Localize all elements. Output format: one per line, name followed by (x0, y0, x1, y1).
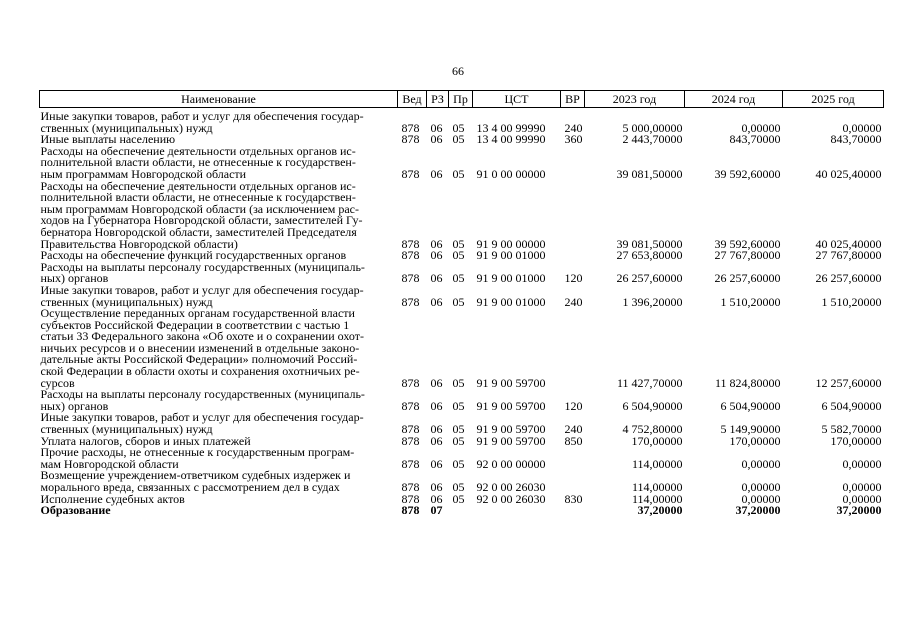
row-amount-2024: 1 510,20000 (720, 294, 781, 309)
row-amount-2023: 39 081,50000 (616, 236, 683, 251)
row-vr (561, 447, 585, 470)
table-row (40, 470, 884, 493)
header-2024: 2024 год (685, 91, 783, 108)
row-ved: 878 (401, 422, 420, 437)
row-amount-2025: 27 767,80000 (815, 248, 882, 263)
row-vr: 240 (564, 294, 583, 309)
row-amount-2023: 5 000,00000 (622, 120, 683, 135)
row-rz: 06 (430, 294, 443, 309)
row-cst: 91 9 00 59700 (476, 433, 546, 448)
row-amount-2024: 39 592,60000 (714, 166, 781, 181)
row-vr: 120 (564, 398, 583, 413)
header-cst: ЦСТ (473, 91, 561, 108)
row-amount-2024: 11 824,80000 (714, 375, 781, 390)
row-name: Возмещение учреждением-ответчиком судебных издержек и морального вреда, связанных с рассмотрением дел в судах (40, 468, 351, 494)
row-rz: 06 (430, 422, 443, 437)
row-pr: 05 (452, 398, 465, 413)
row-ved: 878 (401, 166, 420, 181)
row-amount-2025: 170,00000 (830, 433, 882, 448)
table-row (40, 262, 884, 285)
row-rz: 06 (430, 398, 443, 413)
row-name: Иные закупки товаров, работ и услуг для обеспечения государ- ственных (муниципальных) нужд (40, 410, 364, 437)
row-amount-2025: 5 582,70000 (821, 422, 882, 437)
row-rz: 06 (430, 248, 443, 263)
row-rz: 06 (430, 433, 443, 448)
row-vr (561, 181, 585, 251)
row-amount-2023: 6 504,90000 (622, 398, 683, 413)
row-amount-2023: 1 396,20000 (622, 294, 683, 309)
table-row (40, 285, 884, 308)
row-cst: 13 4 00 99990 (476, 120, 546, 135)
row-cst: 91 9 00 01000 (476, 248, 546, 263)
row-amount-2025: 0,00000 (842, 456, 882, 471)
row-rz: 06 (430, 236, 443, 251)
row-rz: 06 (430, 132, 443, 147)
row-pr: 05 (452, 271, 465, 286)
row-name: Осуществление переданных органам государственной власти субъектов Российской Федерации в соответствии с частью 1 статьи 33 Федерального закона «Об охоте и о сохранении охот- ничьих ресурсов и о внесении изменений в отдельные законо- дательные акты Российской Федерации» полномочий Россий- ской Федерации в области охоты и сохранения охотничьих ре- сурсов (40, 306, 364, 390)
row-amount-2024: 5 149,90000 (720, 422, 781, 437)
row-amount-2025: 0,00000 (842, 120, 882, 135)
row-name: Исполнение судебных актов (40, 491, 185, 506)
row-ved: 878 (401, 456, 420, 471)
row-rz: 06 (430, 166, 443, 181)
header-vr: ВР (561, 91, 585, 108)
row-amount-2024: 37,20000 (735, 503, 781, 518)
table-row (40, 505, 884, 517)
row-amount-2024: 26 257,60000 (714, 271, 781, 286)
row-name: Расходы на обеспечение функций государственных органов (40, 248, 347, 263)
header-ved: Вед (398, 91, 427, 108)
row-ved: 878 (401, 271, 420, 286)
row-rz: 06 (430, 480, 443, 494)
header-rz: РЗ (427, 91, 449, 108)
row-amount-2024: 843,70000 (729, 132, 781, 147)
row-pr: 05 (452, 456, 465, 471)
row-name: Уплата налогов, сборов и иных платежей (40, 433, 251, 448)
row-amount-2025: 26 257,60000 (815, 271, 882, 286)
budget-table (39, 90, 884, 517)
header-name: Наименование (40, 91, 398, 108)
row-pr: 05 (452, 166, 465, 181)
table-header-row (40, 91, 884, 108)
row-rz: 06 (430, 271, 443, 286)
row-pr: 05 (452, 491, 465, 506)
row-cst: 91 9 00 59700 (476, 375, 546, 390)
row-ved: 878 (401, 248, 420, 263)
row-vr (561, 505, 585, 517)
row-ved: 878 (401, 132, 420, 147)
header-2023: 2023 год (585, 91, 685, 108)
row-amount-2023: 26 257,60000 (616, 271, 683, 286)
row-cst: 91 9 00 00000 (476, 236, 546, 251)
row-pr: 05 (452, 236, 465, 251)
row-cst (473, 505, 561, 517)
table-row (40, 146, 884, 181)
row-cst: 91 9 00 01000 (476, 294, 546, 309)
row-amount-2024: 0,00000 (741, 456, 781, 471)
row-amount-2024: 0,00000 (741, 491, 781, 506)
table-row (40, 308, 884, 389)
row-rz: 06 (430, 120, 443, 135)
table-row (40, 181, 884, 251)
row-name: Иные закупки товаров, работ и услуг для обеспечения государ- ственных (муниципальных) нужд (40, 109, 364, 135)
row-amount-2025: 40 025,40000 (815, 166, 882, 181)
row-vr: 360 (564, 132, 583, 147)
row-amount-2025: 6 504,90000 (821, 398, 882, 413)
row-pr: 05 (452, 248, 465, 263)
row-amount-2025: 843,70000 (830, 132, 882, 147)
row-ved: 878 (401, 491, 420, 506)
row-ved: 878 (401, 480, 420, 494)
row-vr (561, 470, 585, 493)
row-name: Расходы на выплаты персоналу государственных (муниципаль- ных) органов (40, 387, 365, 413)
row-amount-2025: 1 510,20000 (821, 294, 882, 309)
row-name: Расходы на выплаты персоналу государственных (муниципаль- ных) органов (40, 259, 365, 286)
table-row (40, 412, 884, 435)
table-body (40, 108, 884, 517)
row-amount-2023: 27 653,80000 (616, 248, 683, 263)
row-amount-2023: 2 443,70000 (622, 132, 683, 147)
row-amount-2023: 114,00000 (631, 491, 683, 506)
row-amount-2023: 37,20000 (637, 503, 683, 518)
row-pr: 05 (452, 132, 465, 147)
row-vr: 830 (564, 491, 583, 506)
row-cst: 91 9 00 59700 (476, 422, 546, 437)
row-pr: 05 (452, 120, 465, 135)
row-pr: 05 (452, 422, 465, 437)
row-amount-2023: 114,00000 (631, 480, 683, 494)
row-amount-2025: 40 025,40000 (815, 236, 882, 251)
row-amount-2023: 39 081,50000 (616, 166, 683, 181)
row-ved: 878 (401, 236, 420, 251)
row-vr (561, 146, 585, 181)
row-pr: 05 (452, 294, 465, 309)
row-cst: 92 0 00 26030 (476, 480, 546, 494)
row-ved: 878 (401, 120, 420, 135)
row-pr: 05 (452, 375, 465, 390)
row-pr: 05 (452, 433, 465, 448)
row-cst: 91 9 00 01000 (476, 271, 546, 286)
row-amount-2025: 0,00000 (842, 491, 882, 506)
row-name: Иные выплаты населению (40, 132, 176, 147)
row-amount-2024: 0,00000 (741, 120, 781, 135)
row-name: Иные закупки товаров, работ и услуг для обеспечения государ- ственных (муниципальных) нужд (40, 282, 364, 309)
row-cst: 13 4 00 99990 (476, 132, 546, 147)
row-ved: 878 (401, 294, 420, 309)
row-rz: 06 (430, 491, 443, 506)
table-row (40, 108, 884, 135)
header-pr: Пр (449, 91, 473, 108)
row-amount-2025: 12 257,60000 (815, 375, 882, 390)
row-ved: 878 (401, 398, 420, 413)
row-amount-2023: 114,00000 (631, 456, 683, 471)
row-amount-2023: 11 427,70000 (616, 375, 683, 390)
row-rz: 07 (430, 503, 443, 518)
row-cst: 92 0 00 00000 (476, 456, 546, 471)
row-vr: 240 (564, 422, 583, 437)
table-row (40, 447, 884, 470)
row-ved: 878 (401, 503, 420, 518)
row-pr (449, 505, 473, 517)
row-pr: 05 (452, 480, 465, 494)
row-amount-2024: 6 504,90000 (720, 398, 781, 413)
table-row (40, 389, 884, 412)
row-rz: 06 (430, 456, 443, 471)
row-amount-2024: 170,00000 (729, 433, 781, 448)
row-amount-2024: 0,00000 (741, 480, 781, 494)
row-amount-2025: 37,20000 (836, 503, 882, 518)
row-amount-2023: 170,00000 (631, 433, 683, 448)
row-amount-2024: 27 767,80000 (714, 248, 781, 263)
row-name: Расходы на обеспечение деятельности отдельных органов ис- полнительной власти области, не отнесенные к государствен- ным программам Новгородской области (40, 143, 356, 181)
row-amount-2023: 4 752,80000 (622, 422, 683, 437)
row-rz: 06 (430, 375, 443, 390)
row-name: Расходы на обеспечение деятельности отдельных органов ис- полнительной власти области, не отнесенные к государствен- ным программам Новгородской области (за исключением рас- ходов на Губернатора Новгородской области, заместителей Гу- бернатора Новгородской области, заместителей Председателя Правительства Новгородской области) (40, 178, 363, 251)
row-cst: 91 9 00 59700 (476, 398, 546, 413)
row-name: Прочие расходы, не отнесенные к государственным програм- мам Новгородской области (40, 445, 355, 471)
row-cst: 92 0 00 26030 (476, 491, 546, 506)
row-amount-2024: 39 592,60000 (714, 236, 781, 251)
row-vr: 240 (564, 120, 583, 135)
row-ved: 878 (401, 375, 420, 390)
row-name: Образование (40, 503, 111, 518)
row-ved: 878 (401, 433, 420, 448)
page-number: 66 (452, 64, 464, 78)
header-2025: 2025 год (783, 91, 884, 108)
row-vr (561, 250, 585, 262)
row-amount-2025: 0,00000 (842, 480, 882, 494)
row-vr: 850 (564, 433, 583, 448)
row-vr: 120 (564, 271, 583, 286)
row-cst: 91 0 00 00000 (476, 166, 546, 181)
row-vr (561, 308, 585, 389)
